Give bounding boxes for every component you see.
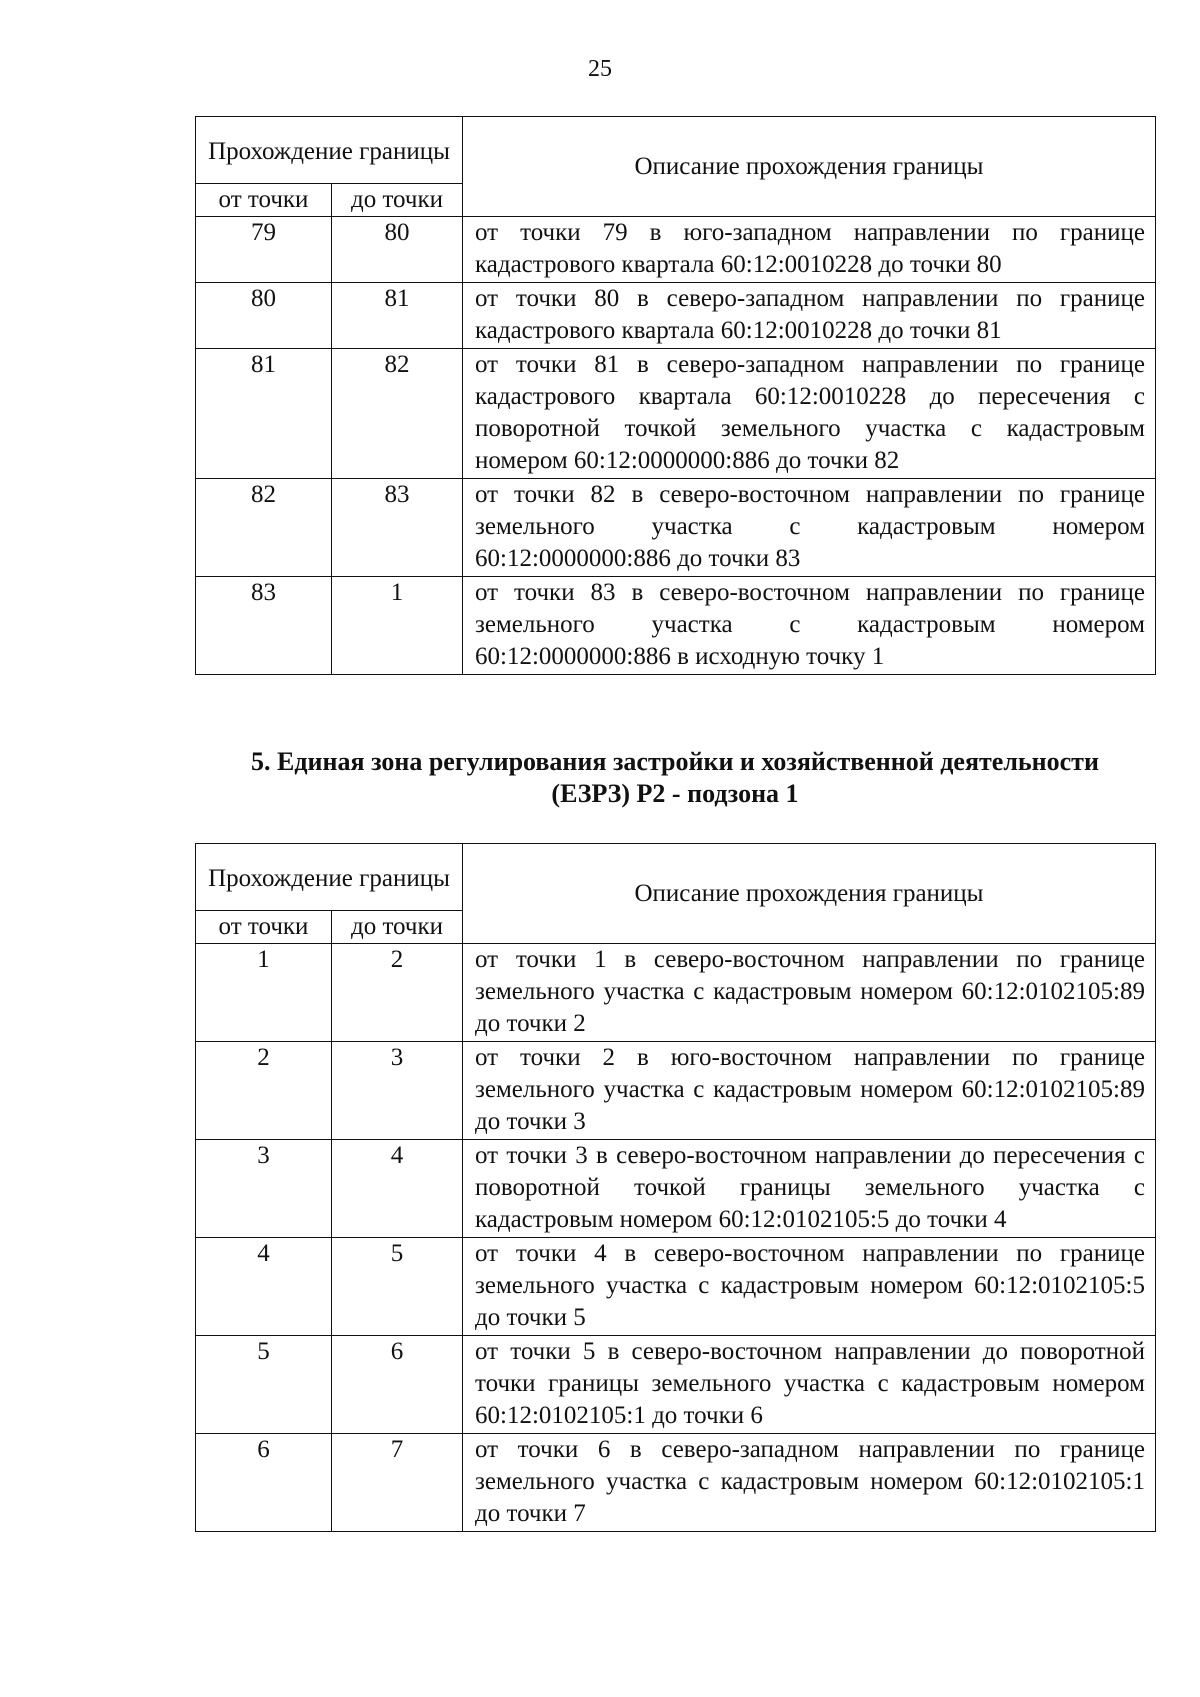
table-row <box>196 217 1156 283</box>
header-description: Описание прохождения границы <box>463 117 1156 217</box>
table-row <box>196 349 1156 479</box>
description-cell: от точки 79 в юго-западном направлении по границе кадастрового квартала 60:12:0010228 до точки 80 <box>463 217 1156 283</box>
table-row <box>196 1434 1156 1532</box>
header-boundary-passage: Прохождение границы <box>196 844 463 911</box>
section-title-line-1: 5. Единая зона регулирования застройки и хозяйственной деятельности <box>251 747 1099 776</box>
description-cell: от точки 80 в северо-западном направлении по границе кадастрового квартала 60:12:0010228 до точки 81 <box>463 283 1156 349</box>
table-row <box>196 1336 1156 1434</box>
header-from-point: от точки <box>196 184 332 217</box>
to-point-cell: 82 <box>332 349 463 479</box>
section-title <box>195 746 1155 810</box>
description-cell: от точки 6 в северо-западном направлении по границе земельного участка с кадастровым номером 60:12:0102105:1 до точки 7 <box>463 1434 1156 1532</box>
boundary-table-1 <box>195 116 1156 675</box>
description-cell: от точки 81 в северо-западном направлении по границе кадастрового квартала 60:12:0010228 до пересечения с поворотной точкой земельного участка с кадастровым номером 60:12:0000000:886 до точки 82 <box>463 349 1156 479</box>
table-row <box>196 1042 1156 1140</box>
from-point-cell: 80 <box>196 283 332 349</box>
from-point-cell: 3 <box>196 1140 332 1238</box>
from-point-cell: 4 <box>196 1238 332 1336</box>
from-point-cell: 79 <box>196 217 332 283</box>
header-from-point: от точки <box>196 911 332 944</box>
table-row <box>196 283 1156 349</box>
header-description: Описание прохождения границы <box>463 844 1156 944</box>
description-cell: от точки 5 в северо-восточном направлении до поворотной точки границы земельного участка с кадастровым номером 60:12:0102105:1 до точки 6 <box>463 1336 1156 1434</box>
table-row <box>196 577 1156 675</box>
table-row <box>196 1140 1156 1238</box>
table-row <box>196 479 1156 577</box>
header-to-point: до точки <box>332 911 463 944</box>
description-cell: от точки 1 в северо-восточном направлении по границе земельного участка с кадастровым номером 60:12:0102105:89 до точки 2 <box>463 944 1156 1042</box>
header-boundary-passage: Прохождение границы <box>196 117 463 184</box>
from-point-cell: 5 <box>196 1336 332 1434</box>
to-point-cell: 83 <box>332 479 463 577</box>
table-row <box>196 944 1156 1042</box>
description-cell: от точки 3 в северо-восточном направлении до пересечения с поворотной точкой границы земельного участка с кадастровым номером 60:12:0102105:5 до точки 4 <box>463 1140 1156 1238</box>
description-cell: от точки 83 в северо-восточном направлении по границе земельного участка с кадастровым номером 60:12:0000000:886 в исходную точку 1 <box>463 577 1156 675</box>
to-point-cell: 5 <box>332 1238 463 1336</box>
section-title-line-2: (ЕЗРЗ) Р2 - подзона 1 <box>551 779 799 808</box>
from-point-cell: 6 <box>196 1434 332 1532</box>
to-point-cell: 4 <box>332 1140 463 1238</box>
from-point-cell: 83 <box>196 577 332 675</box>
boundary-table-2 <box>195 843 1156 1532</box>
description-cell: от точки 4 в северо-восточном направлении по границе земельного участка с кадастровым номером 60:12:0102105:5 до точки 5 <box>463 1238 1156 1336</box>
from-point-cell: 1 <box>196 944 332 1042</box>
table-body <box>196 944 1156 1532</box>
table-body <box>196 217 1156 675</box>
to-point-cell: 81 <box>332 283 463 349</box>
from-point-cell: 82 <box>196 479 332 577</box>
description-cell: от точки 82 в северо-восточном направлении по границе земельного участка с кадастровым номером 60:12:0000000:886 до точки 83 <box>463 479 1156 577</box>
to-point-cell: 6 <box>332 1336 463 1434</box>
from-point-cell: 81 <box>196 349 332 479</box>
from-point-cell: 2 <box>196 1042 332 1140</box>
header-to-point: до точки <box>332 184 463 217</box>
page-number: 25 <box>588 56 612 82</box>
to-point-cell: 2 <box>332 944 463 1042</box>
description-cell: от точки 2 в юго-восточном направлении по границе земельного участка с кадастровым номером 60:12:0102105:89 до точки 3 <box>463 1042 1156 1140</box>
to-point-cell: 80 <box>332 217 463 283</box>
to-point-cell: 1 <box>332 577 463 675</box>
to-point-cell: 3 <box>332 1042 463 1140</box>
table-row <box>196 1238 1156 1336</box>
to-point-cell: 7 <box>332 1434 463 1532</box>
